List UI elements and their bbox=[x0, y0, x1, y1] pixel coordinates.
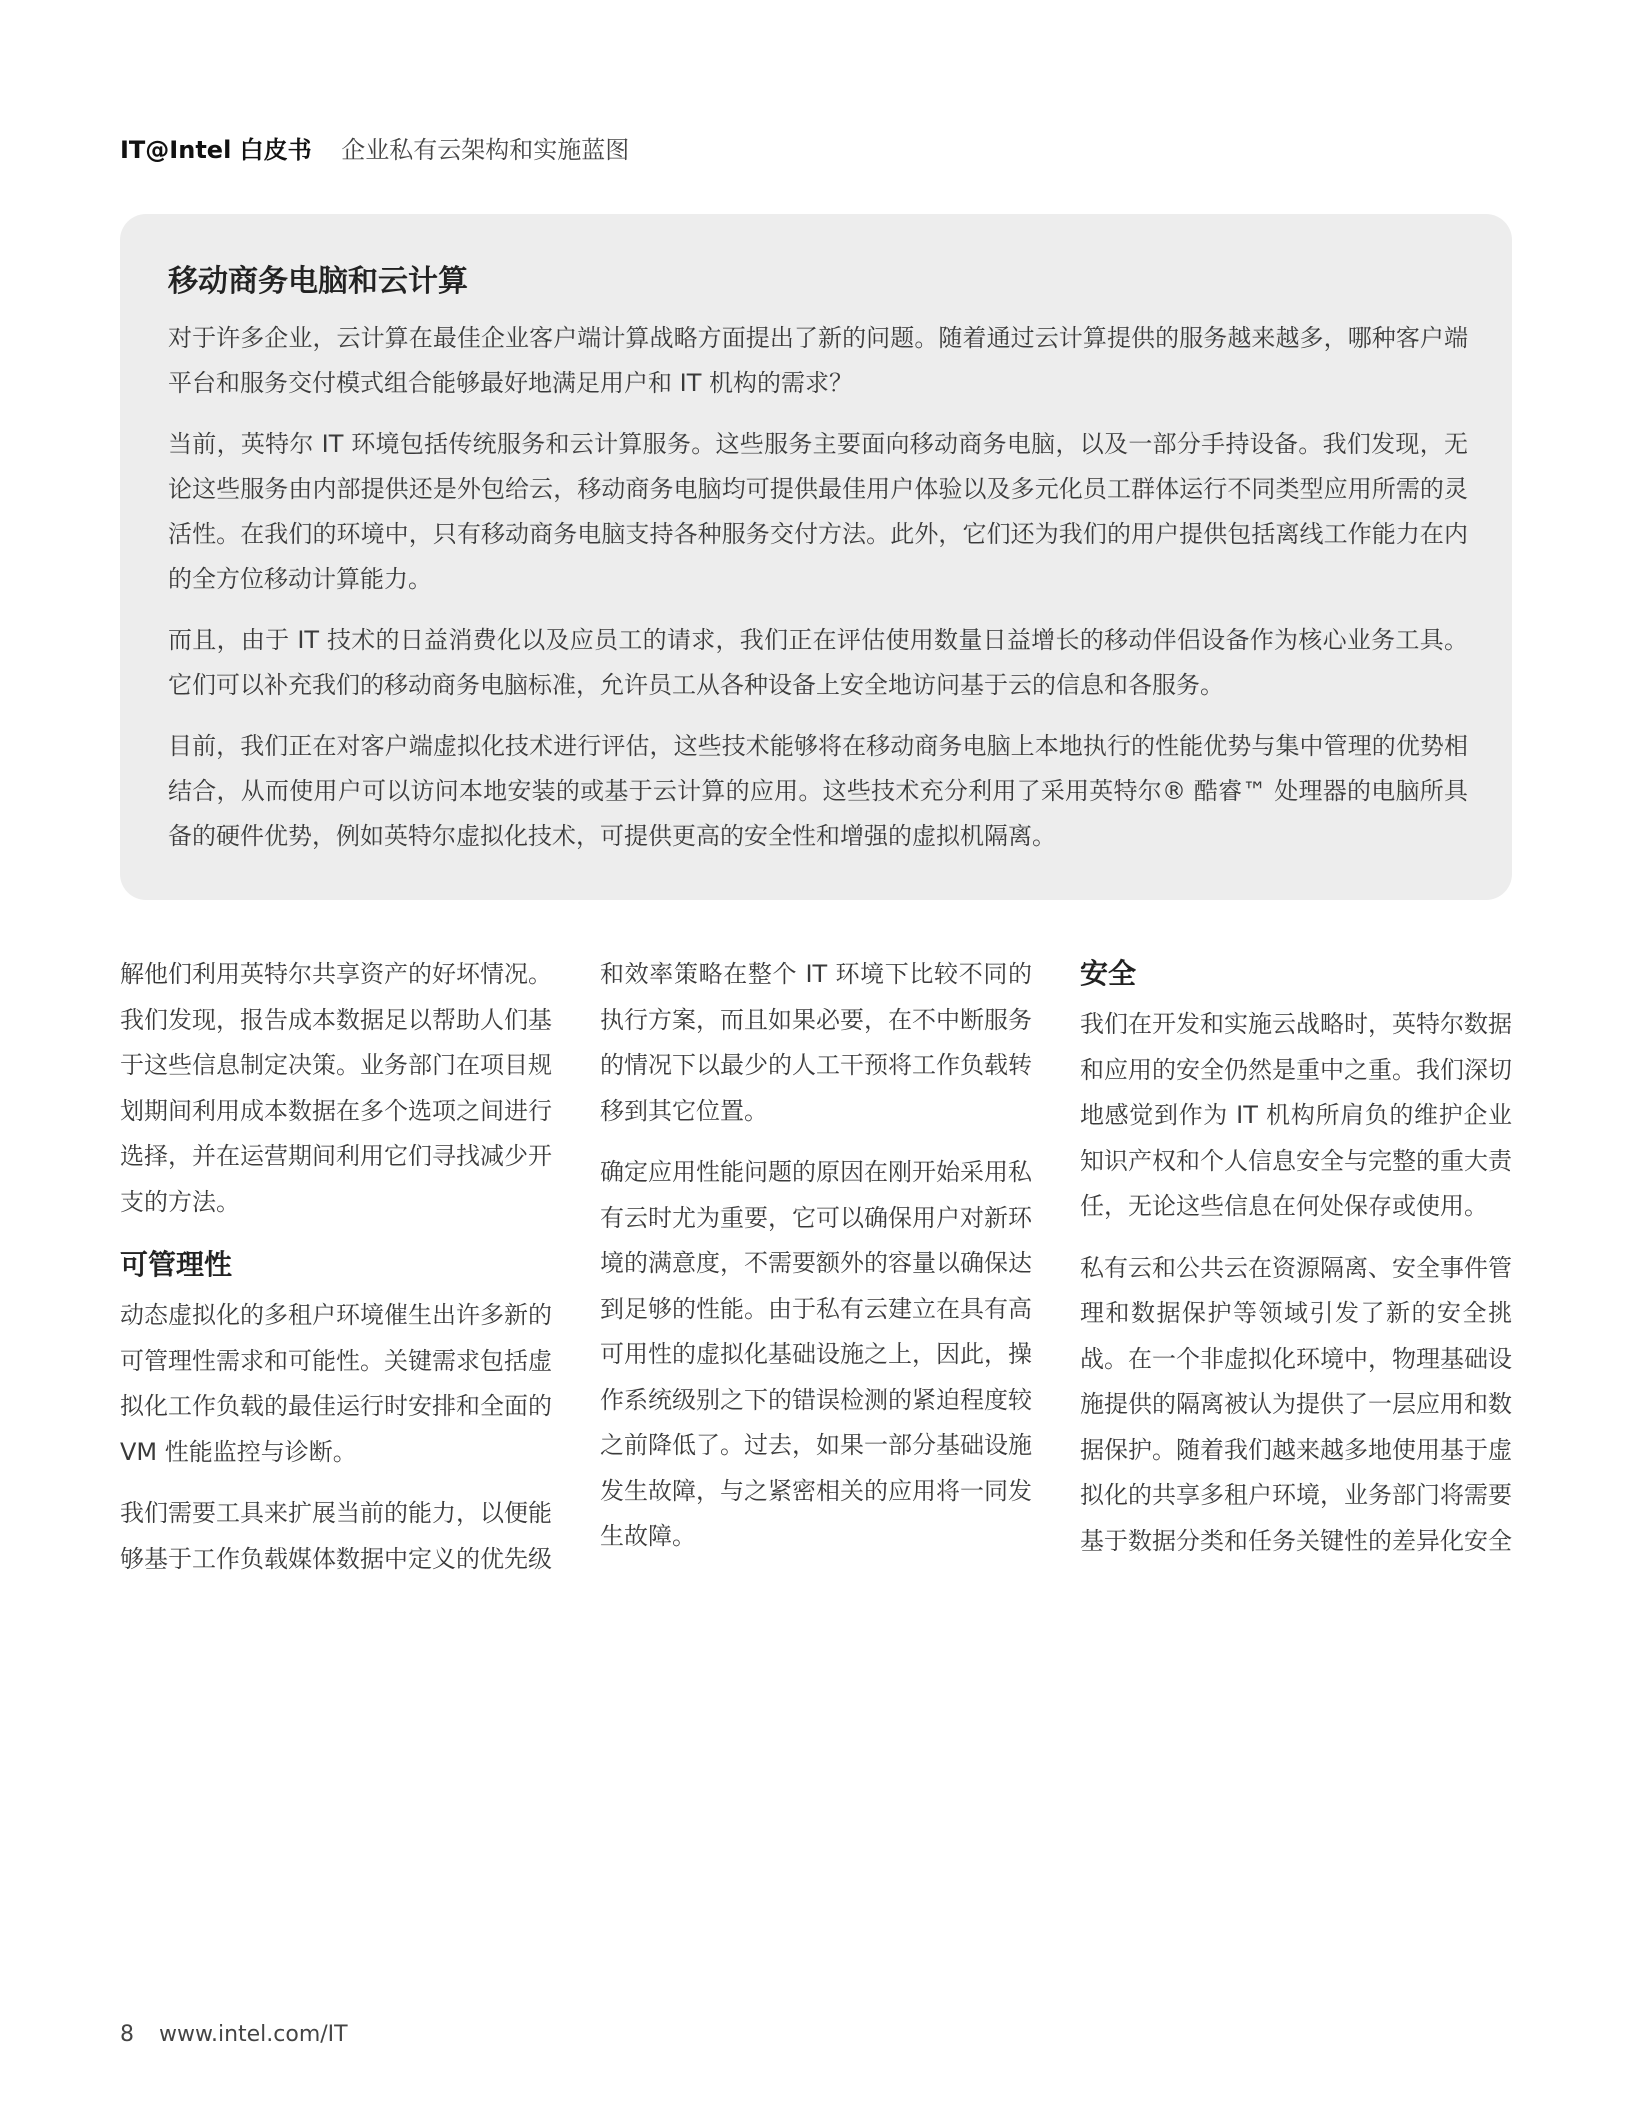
sidebar-paragraph: 目前，我们正在对客户端虚拟化技术进行评估，这些技术能够将在移动商务电脑上本地执行的性能优势与集中管理的优势相结合，从而使用户可以访问本地安装的或基于云计算的应用。这些技术充分利用了采用英特尔® 酷睿™ 处理器的电脑所具备的硬件优势，例如英特尔虚拟化技术，可提供更高的安全性和增强的虚拟机隔离。 bbox=[168, 732, 1468, 850]
sidebar-box bbox=[120, 214, 1512, 900]
document-title: 企业私有云架构和实施蓝图 bbox=[341, 136, 630, 164]
column-1 bbox=[120, 952, 552, 1598]
body-paragraph: 动态虚拟化的多租户环境催生出许多新的可管理性需求和可能性。关键需求包括虚拟化工作负载的最佳运行时安排和全面的 VM 性能监控与诊断。 bbox=[120, 1301, 552, 1466]
sidebar-heading: 移动商务电脑和云计算 bbox=[168, 264, 468, 299]
body-paragraph: 确定应用性能问题的原因在刚开始采用私有云时尤为重要，它可以确保用户对新环境的满意度，不需要额外的容量以确保达到足够的性能。由于私有云建立在具有高可用性的虚拟化基础设施之上，因此，操作系统级别之下的错误检测的紧迫程度较之前降低了。过去，如果一部分基础设施发生故障，与之紧密相关的应用将一同发生故障。 bbox=[600, 1158, 1032, 1550]
section-heading-manageability: 可管理性 bbox=[120, 1248, 233, 1281]
sidebar-paragraph: 对于许多企业，云计算在最佳企业客户端计算战略方面提出了新的问题。随着通过云计算提供的服务越来越多，哪种客户端平台和服务交付模式组合能够最好地满足用户和 IT 机构的需求？ bbox=[168, 324, 1468, 397]
body-paragraph: 和效率策略在整个 IT 环境下比较不同的执行方案，而且如果必要，在不中断服务的情况下以最少的人工干预将工作负载转移到其它位置。 bbox=[600, 960, 1032, 1125]
footer-url[interactable]: www.intel.com/IT bbox=[159, 2022, 348, 2047]
body-paragraph: 解他们利用英特尔共享资产的好坏情况。我们发现，报告成本数据足以帮助人们基于这些信息制定决策。业务部门在项目规划期间利用成本数据在多个选项之间进行选择，并在运营期间利用它们寻找减少开支的方法。 bbox=[120, 960, 552, 1216]
sidebar-paragraph: 而且，由于 IT 技术的日益消费化以及应员工的请求，我们正在评估使用数量日益增长的移动伴侣设备作为核心业务工具。它们可以补充我们的移动商务电脑标准，允许员工从各种设备上安全地访问基于云的信息和各服务。 bbox=[168, 626, 1468, 699]
section-heading-security: 安全 bbox=[1080, 957, 1137, 990]
body-paragraph: 我们在开发和实施云战略时，英特尔数据和应用的安全仍然是重中之重。我们深切地感觉到作为 IT 机构所肩负的维护企业知识产权和个人信息安全与完整的重大责任，无论这些信息在何处保存或使用。 bbox=[1080, 1010, 1512, 1220]
publication-brand: IT@Intel 白皮书 bbox=[120, 136, 312, 164]
sidebar-paragraph: 当前，英特尔 IT 环境包括传统服务和云计算服务。这些服务主要面向移动商务电脑，以及一部分手持设备。我们发现，无论这些服务由内部提供还是外包给云，移动商务电脑均可提供最佳用户体验以及多元化员工群体运行不同类型应用所需的灵活性。在我们的环境中，只有移动商务电脑支持各种服务交付方法。此外，它们还为我们的用户提供包括离线工作能力在内的全方位移动计算能力。 bbox=[168, 430, 1468, 593]
column-3 bbox=[1080, 952, 1512, 1580]
column-2 bbox=[600, 952, 1032, 1576]
body-paragraph: 私有云和公共云在资源隔离、安全事件管理和数据保护等领域引发了新的安全挑战。在一个非虚拟化环境中，物理基础设施提供的隔离被认为提供了一层应用和数据保护。随着我们越来越多地使用基于虚拟化的共享多租户环境，业务部门将需要基于数据分类和任务关键性的差异化安全 bbox=[1080, 1253, 1512, 1555]
body-paragraph: 我们需要工具来扩展当前的能力，以便能够基于工作负载媒体数据中定义的优先级 bbox=[120, 1499, 552, 1573]
page-footer bbox=[120, 2022, 348, 2047]
page-number: 8 bbox=[120, 2022, 134, 2047]
running-header bbox=[120, 130, 629, 165]
